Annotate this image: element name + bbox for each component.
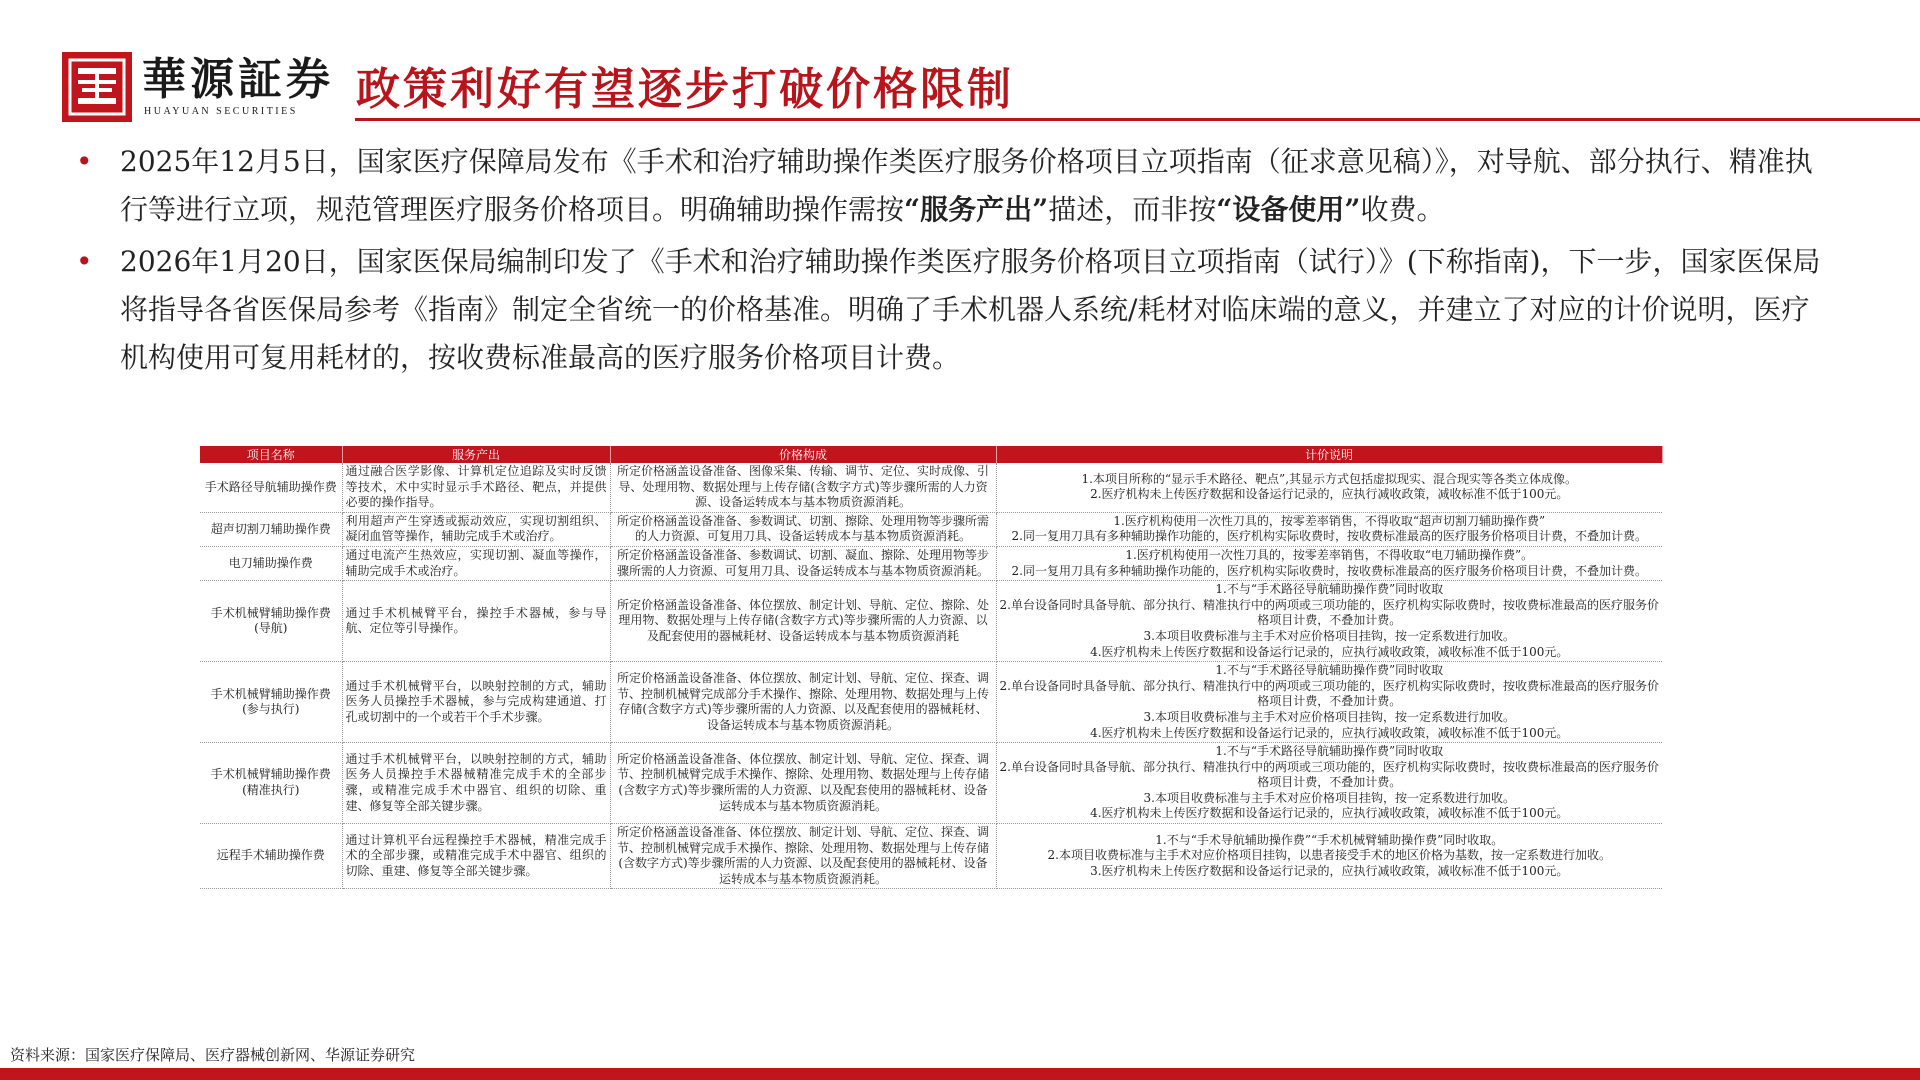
cell-pricing-notes: 1.不与“手术导航辅助操作费”“手术机械臂辅助操作费”同时收取。 2.本项目收费标准与主手术对应价格项目挂钩，以患者接受手术的地区价格为基数，按一定系数进行加收。 3.医疗机构未上传医疗数据和设备运行记录的，应执行减收政策，减收标准不低于100元。 bbox=[996, 824, 1662, 889]
cell-price-composition: 所定价格涵盖设备准备、参数调试、切割、擦除、处理用物等步骤所需的人力资源、可复用刀具、设备运转成本与基本物质资源消耗。 bbox=[610, 512, 996, 546]
header-pricing-notes: 计价说明 bbox=[996, 446, 1662, 463]
bullet-1-text-a: 2025年12月5日，国家医疗保障局发布《手术和治疗辅助操作类医疗服务价格项目立项指南（征求意见稿）》，对导航、部分执行、精准执行等进行立项，规范管理医疗服务价格项目。明确辅助操作需按 bbox=[120, 145, 1813, 226]
table-row bbox=[200, 824, 1662, 889]
cell-pricing-notes: 1.本项目所称的“显示手术路径、靶点”,其显示方式包括虚拟现实、混合现实等各类立体成像。 2.医疗机构未上传医疗数据和设备运行记录的，应执行减收政策，减收标准不低于100元。 bbox=[996, 463, 1662, 512]
bullet-1-bold-b: “设备使用” bbox=[1216, 193, 1361, 226]
bullet-2-text: 2026年1月20日，国家医保局编制印发了《手术和治疗辅助操作类医疗服务价格项目立项指南（试行）》(下称指南)，下一步，国家医保局将指导各省医保局参考《指南》制定全省统一的价格基准。明确了手术机器人系统/耗材对临床端的意义，并建立了对应的计价说明，医疗机构使用可复用耗材的，按收费标准最高的医疗服务价格项目计费。 bbox=[120, 245, 1821, 374]
cell-service-output: 通过手术机械臂平台，以映射控制的方式，辅助医务人员操控手术器械，参与完成构建通道、打孔或切割中的一个或若干个手术步骤。 bbox=[342, 662, 610, 743]
cell-pricing-notes: 1.不与“手术路径导航辅助操作费”同时收取 2.单台设备同时具备导航、部分执行、精准执行中的两项或三项功能的，医疗机构实际收费时，按收费标准最高的医疗服务价格项目计费，不叠加计费。 3.本项目收费标准与主手术对应价格项目挂钩，按一定系数进行加收。 4.医疗机构未上传医疗数据和设备运行记录的，应执行减收政策，减收标准不低于100元。 bbox=[996, 743, 1662, 824]
table-row bbox=[200, 546, 1662, 580]
header bbox=[0, 0, 1920, 128]
cell-item-name: 手术机械臂辅助操作费(精准执行) bbox=[200, 743, 342, 824]
title-divider bbox=[355, 118, 1920, 121]
bullet-dot-icon: • bbox=[76, 245, 93, 278]
table-row bbox=[200, 743, 1662, 824]
cell-pricing-notes: 1.不与“手术路径导航辅助操作费”同时收取 2.单台设备同时具备导航、部分执行、精准执行中的两项或三项功能的，医疗机构实际收费时，按收费标准最高的医疗服务价格项目计费，不叠加计费。 3.本项目收费标准与主手术对应价格项目挂钩，按一定系数进行加收。 4.医疗机构未上传医疗数据和设备运行记录的，应执行减收政策，减收标准不低于100元。 bbox=[996, 662, 1662, 743]
bullet-1-text-b: 描述，而非按 bbox=[1048, 193, 1217, 226]
header-service-output: 服务产出 bbox=[342, 446, 610, 463]
bullet-1-text-c: 收费。 bbox=[1360, 193, 1445, 226]
page-title: 政策利好有望逐步打破价格限制 bbox=[356, 64, 1014, 115]
cell-service-output: 通过手术机械臂平台，操控手术器械，参与导航、定位等引导操作。 bbox=[342, 581, 610, 662]
cell-price-composition: 所定价格涵盖设备准备、体位摆放、制定计划、导航、定位、擦除、处理用物、数据处理与上传存储(含数字方式)等步骤所需的人力资源、以及配套使用的器械耗材、设备运转成本与基本物质资源消耗 bbox=[610, 581, 996, 662]
bullet-item-2 bbox=[70, 238, 1830, 382]
cell-item-name: 手术机械臂辅助操作费(导航) bbox=[200, 581, 342, 662]
cell-service-output: 通过电流产生热效应，实现切割、凝血等操作，辅助完成手术或治疗。 bbox=[342, 546, 610, 580]
cell-pricing-notes: 1.医疗机构使用一次性刀具的，按零差率销售，不得收取“超声切割刀辅助操作费” 2.同一复用刀具有多种辅助操作功能的，医疗机构实际收费时，按收费标准最高的医疗服务价格项目计费，不叠加计费。 bbox=[996, 512, 1662, 546]
cell-service-output: 通过融合医学影像、计算机定位追踪及实时反馈等技术，术中实时显示手术路径、靶点，并提供必要的操作指导。 bbox=[342, 463, 610, 512]
cell-item-name: 远程手术辅助操作费 bbox=[200, 824, 342, 889]
cell-price-composition: 所定价格涵盖设备准备、体位摆放、制定计划、导航、定位、探查、调节、控制机械臂完成部分手术操作、擦除、处理用物、数据处理与上传存储(含数字方式)等步骤所需的人力资源、以及配套使用的器械耗材、设备运转成本与基本物质资源消耗。 bbox=[610, 662, 996, 743]
table-row bbox=[200, 463, 1662, 512]
cell-price-composition: 所定价格涵盖设备准备、参数调试、切割、凝血、擦除、处理用物等步骤所需的人力资源、可复用刀具、设备运转成本与基本物质资源消耗。 bbox=[610, 546, 996, 580]
table-header-row bbox=[200, 446, 1662, 463]
cell-item-name: 超声切割刀辅助操作费 bbox=[200, 512, 342, 546]
pricing-table bbox=[200, 446, 1663, 889]
cell-item-name: 手术机械臂辅助操作费(参与执行) bbox=[200, 662, 342, 743]
brand-name: 華源証券 bbox=[142, 54, 334, 105]
source-note: 资料来源：国家医疗保障局、医疗器械创新网、华源证券研究 bbox=[10, 1046, 416, 1064]
bullet-1-bold-a: “服务产出” bbox=[904, 193, 1049, 226]
pricing-table-container bbox=[200, 446, 1662, 889]
huayuan-logo-icon bbox=[62, 52, 132, 122]
cell-item-name: 电刀辅助操作费 bbox=[200, 546, 342, 580]
cell-price-composition: 所定价格涵盖设备准备、图像采集、传输、调节、定位、实时成像、引导、处理用物、数据处理与上传存储(含数字方式)等步骤所需的人力资源、设备运转成本与基本物质资源消耗。 bbox=[610, 463, 996, 512]
header-price-composition: 价格构成 bbox=[610, 446, 996, 463]
cell-price-composition: 所定价格涵盖设备准备、体位摆放、制定计划、导航、定位、探查、调节、控制机械臂完成手术操作、擦除、处理用物、数据处理与上传存储(含数字方式)等步骤所需的人力资源、以及配套使用的器械耗材、设备运转成本与基本物质资源消耗。 bbox=[610, 824, 996, 889]
brand-subtitle: HUAYUAN SECURITIES bbox=[144, 106, 298, 117]
cell-service-output: 通过计算机平台远程操控手术器械，精准完成手术的全部步骤，或精准完成手术中器官、组织的切除、重建、修复等全部关键步骤。 bbox=[342, 824, 610, 889]
footer-bar bbox=[0, 1068, 1920, 1080]
cell-service-output: 通过手术机械臂平台，以映射控制的方式，辅助医务人员操控手术器械精准完成手术的全部步骤，或精准完成手术中器官、组织的切除、重建、修复等全部关键步骤。 bbox=[342, 743, 610, 824]
bullet-item-1 bbox=[70, 138, 1830, 234]
table-row bbox=[200, 512, 1662, 546]
bullet-list bbox=[70, 138, 1830, 386]
header-item-name: 项目名称 bbox=[200, 446, 342, 463]
bullet-dot-icon: • bbox=[76, 145, 93, 178]
table-row bbox=[200, 581, 1662, 662]
cell-item-name: 手术路径导航辅助操作费 bbox=[200, 463, 342, 512]
cell-price-composition: 所定价格涵盖设备准备、体位摆放、制定计划、导航、定位、探查、调节、控制机械臂完成手术操作、擦除、处理用物、数据处理与上传存储(含数字方式)等步骤所需的人力资源、以及配套使用的器械耗材、设备运转成本与基本物质资源消耗。 bbox=[610, 743, 996, 824]
cell-pricing-notes: 1.医疗机构使用一次性刀具的，按零差率销售，不得收取“电刀辅助操作费”。 2.同一复用刀具有多种辅助操作功能的，医疗机构实际收费时，按收费标准最高的医疗服务价格项目计费，不叠加计费。 bbox=[996, 546, 1662, 580]
table-row bbox=[200, 662, 1662, 743]
cell-pricing-notes: 1.不与“手术路径导航辅助操作费”同时收取 2.单台设备同时具备导航、部分执行、精准执行中的两项或三项功能的，医疗机构实际收费时，按收费标准最高的医疗服务价格项目计费，不叠加计费。 3.本项目收费标准与主手术对应价格项目挂钩，按一定系数进行加收。 4.医疗机构未上传医疗数据和设备运行记录的，应执行减收政策，减收标准不低于100元。 bbox=[996, 581, 1662, 662]
cell-service-output: 利用超声产生穿透或振动效应，实现切割组织、凝闭血管等操作，辅助完成手术或治疗。 bbox=[342, 512, 610, 546]
